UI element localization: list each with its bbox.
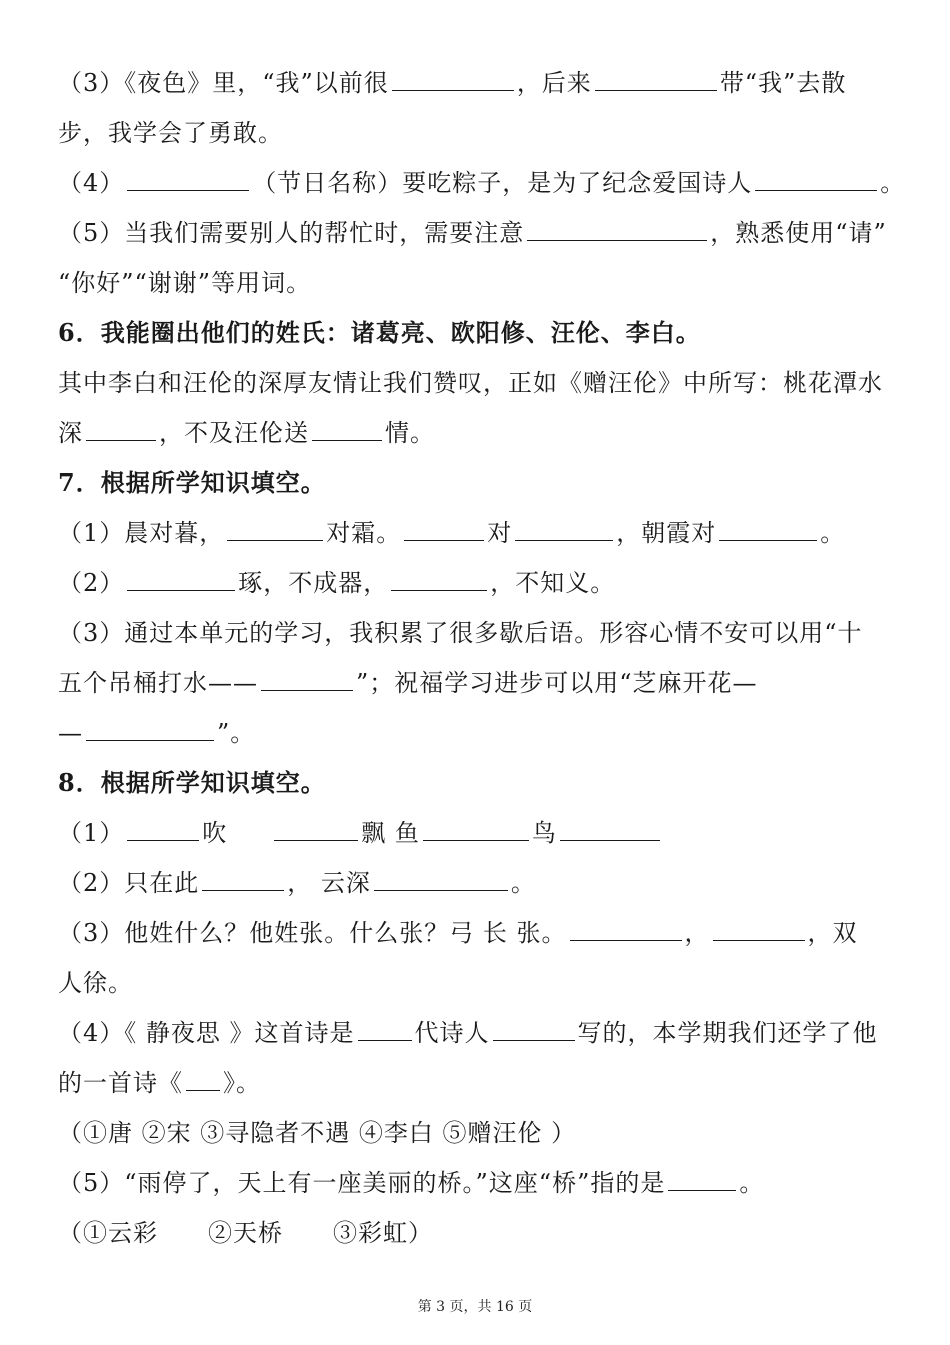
q8-5-options: （①云彩 ②天桥 ③彩虹） (58, 1219, 433, 1247)
answer-blank[interactable] (202, 868, 284, 891)
answer-blank[interactable] (719, 518, 817, 541)
answer-blank[interactable] (515, 518, 613, 541)
q7-1-text-c: 对 (487, 519, 513, 547)
q5-5-text-a: （5）当我们需要别人的帮忙时，需要注意 (58, 219, 525, 247)
answer-blank[interactable] (274, 818, 358, 841)
q8-1-line (58, 816, 910, 850)
q8-1-text-d: 鸟 (531, 819, 557, 847)
q8-1-text-a: （1） (58, 819, 125, 847)
q8-3-text-b: ， (684, 919, 710, 947)
answer-blank[interactable] (560, 818, 660, 841)
answer-blank[interactable] (86, 418, 156, 441)
q8-1-text-c: 飘 鱼 (361, 819, 420, 847)
q8-4-text-b: 代诗人 (414, 1019, 490, 1047)
answer-blank[interactable] (127, 818, 199, 841)
answer-blank[interactable] (755, 168, 877, 191)
answer-blank[interactable] (86, 718, 214, 741)
answer-blank[interactable] (392, 68, 514, 91)
answer-blank[interactable] (668, 1168, 736, 1191)
q5-5-text-b: ，熟悉使用“请” (710, 219, 887, 247)
q7-3-text-c: — (58, 719, 83, 747)
q8-2-text-a: （2）只在此 (58, 869, 200, 897)
q5-4-text-b: （节日名称）要吃粽子，是为了纪念爱国诗人 (252, 169, 753, 197)
answer-blank[interactable] (527, 218, 707, 241)
q5-3-line (58, 66, 910, 100)
answer-blank[interactable] (391, 568, 487, 591)
answer-blank[interactable] (261, 668, 353, 691)
answer-blank[interactable] (127, 168, 249, 191)
answer-blank[interactable] (570, 918, 682, 941)
q8-4-line (58, 1016, 910, 1050)
q7-3-line-3 (58, 716, 910, 750)
q7-2-text-c: ，不知义。 (490, 569, 616, 597)
answer-blank[interactable] (312, 418, 382, 441)
question-7-title: 7．根据所学知识填空。 (58, 468, 326, 497)
q7-1-text-a: （1）晨对暮， (58, 519, 225, 547)
q5-4-text-c: 。 (880, 169, 906, 197)
answer-blank[interactable] (127, 568, 235, 591)
answer-blank[interactable] (358, 1018, 412, 1041)
q8-3-text-a: （3）他姓什么？他姓张。什么张？弓 长 张。 (58, 919, 567, 947)
q7-2-line (58, 566, 910, 600)
question-8-title: 8．根据所学知识填空。 (58, 768, 326, 797)
q7-1-text-d: ，朝霞对 (616, 519, 717, 547)
q6-text-b: ，不及汪伦送 (159, 419, 309, 447)
q8-3-line (58, 916, 910, 950)
q6-line-2 (58, 416, 910, 450)
q7-3-text-b: ”；祝福学习进步可以用“芝麻开花— (356, 669, 758, 697)
q8-5-line (58, 1166, 910, 1200)
q7-1-line (58, 516, 910, 550)
q5-4-line (58, 166, 910, 200)
q5-5-line-2: “你好”“谢谢”等用词。 (58, 269, 312, 297)
q5-3-text-b: ，后来 (516, 69, 592, 97)
q7-2-text-a: （2） (58, 569, 125, 597)
q8-4-text-d: 的一首诗《 (58, 1069, 183, 1097)
q8-5-text-b: 。 (739, 1169, 765, 1197)
answer-blank[interactable] (493, 1018, 575, 1041)
answer-blank[interactable] (186, 1068, 220, 1091)
answer-blank[interactable] (595, 68, 717, 91)
q5-3-text-c: 带“我”去散 (719, 69, 847, 97)
q8-4-text-a: （4）《 静夜思 》这首诗是 (58, 1019, 355, 1047)
q8-3-text-c: ，双 (807, 919, 858, 947)
q5-3-line-2: 步，我学会了勇敢。 (58, 119, 283, 147)
q5-3-text-a: （3）《夜色》里，“我”以前很 (58, 69, 389, 97)
q6-line: 其中李白和汪伦的深厚友情让我们赞叹，正如《赠汪伦》中所写：桃花潭水 (58, 369, 883, 397)
q8-2-text-c: 。 (510, 869, 536, 897)
q8-4-text-e: 》。 (223, 1069, 261, 1097)
answer-blank[interactable] (423, 818, 529, 841)
q8-4-text-c: 写的，本学期我们还学了他 (577, 1019, 878, 1047)
q6-text-c: 情。 (385, 419, 435, 447)
q5-5-line (58, 216, 910, 250)
answer-blank[interactable] (713, 918, 805, 941)
q8-2-line (58, 866, 910, 900)
page-footer: 第 3 页，共 16 页 (417, 1299, 533, 1315)
answer-blank[interactable] (374, 868, 508, 891)
q8-4-options: （①唐 ②宋 ③寻隐者不遇 ④李白 ⑤赠汪伦 ） (58, 1119, 577, 1147)
q8-5-text-a: （5）“雨停了，天上有一座美丽的桥。”这座“桥”指的是 (58, 1169, 666, 1197)
q7-1-text-e: 。 (820, 519, 846, 547)
answer-blank[interactable] (404, 518, 484, 541)
q6-text-a: 深 (58, 419, 83, 447)
q7-1-text-b: 对霜。 (326, 519, 402, 547)
answer-blank[interactable] (227, 518, 323, 541)
q7-3-line-2 (58, 666, 910, 700)
q8-1-text-b: 吹 (202, 819, 228, 847)
q8-4-line-2 (58, 1066, 910, 1100)
q7-3-text-a: 五个吊桶打水—— (58, 669, 258, 697)
q8-2-text-b: ， 云深 (287, 869, 371, 897)
q5-4-text-a: （4） (58, 169, 125, 197)
q7-2-text-b: 琢，不成器， (238, 569, 389, 597)
q7-3-line: （3）通过本单元的学习，我积累了很多歇后语。形容心情不安可以用“十 (58, 619, 863, 647)
q8-3-line-2: 人徐。 (58, 969, 133, 997)
q7-3-text-d: ”。 (217, 719, 256, 747)
question-6-title: 6．我能圈出他们的姓氏：诸葛亮、欧阳修、汪伦、李白。 (58, 318, 701, 347)
